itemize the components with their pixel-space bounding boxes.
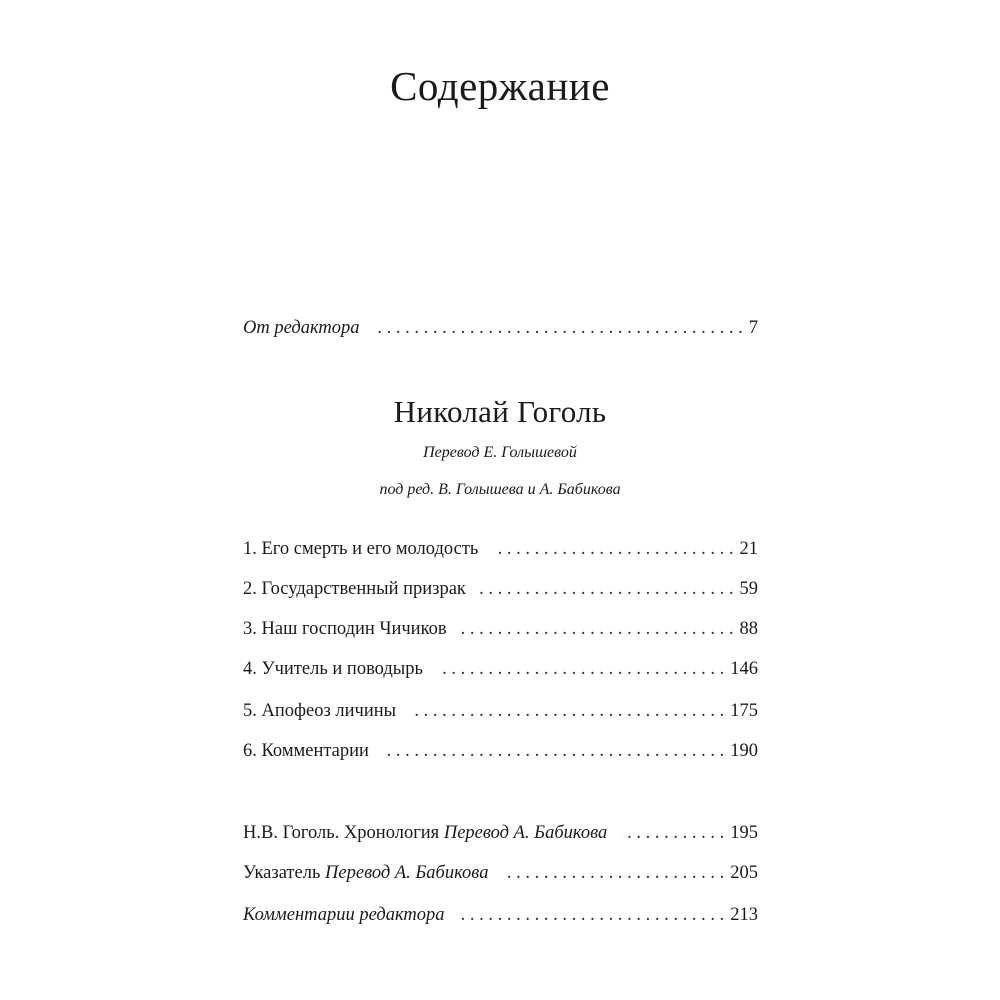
toc-entry-chapter[interactable] <box>243 577 758 601</box>
dot-leader <box>373 316 742 340</box>
toc-entry-label <box>243 821 607 845</box>
toc-entry-label <box>243 861 488 885</box>
toc-entry-label: 1. Его смерть и его молодость <box>243 539 479 559</box>
dot-leader <box>621 821 724 845</box>
toc-entry-label: 6. Комментарии <box>243 741 369 761</box>
toc-entry-appendix[interactable] <box>243 903 758 927</box>
appendix-title: Н.В. Гоголь. Хронология <box>243 823 440 843</box>
dot-leader <box>437 657 724 681</box>
toc-entry-editor-note[interactable] <box>243 316 758 340</box>
section-author: Николай Гоголь <box>393 394 607 429</box>
toc-entry-label: Комментарии редактора <box>243 905 445 925</box>
dot-leader <box>480 577 734 601</box>
translation-credit: Перевод Е. Голышевой <box>423 444 577 461</box>
toc-entry-label: От редактора <box>243 318 360 338</box>
dot-leader <box>383 739 724 763</box>
toc-entry-chapter[interactable] <box>243 657 758 681</box>
editors-credit: под ред. В. Голышева и А. Бабикова <box>379 481 621 498</box>
toc-entry-page: 175 <box>730 701 758 721</box>
appendix-title: Указатель <box>243 863 321 883</box>
toc-entry-label: 5. Апофеоз личины <box>243 701 397 721</box>
appendix-translator: Перевод А. Бабикова <box>443 823 608 843</box>
toc-entry-page: 21 <box>739 539 758 559</box>
toc-entry-page: 59 <box>739 579 758 599</box>
appendix-translator: Перевод А. Бабикова <box>325 863 489 883</box>
toc-entry-appendix[interactable] <box>243 821 758 845</box>
toc-entry-appendix[interactable] <box>243 861 758 885</box>
toc-entry-page: 195 <box>730 823 758 843</box>
toc-entry-page: 190 <box>730 741 758 761</box>
toc-entry-page: 146 <box>730 659 758 679</box>
toc-entry-chapter[interactable] <box>243 739 758 763</box>
toc-entry-chapter[interactable] <box>243 699 758 723</box>
toc-entry-chapter[interactable] <box>243 617 758 641</box>
page-title: Содержание <box>390 63 610 109</box>
toc-entry-label: 2. Государственный призрак <box>243 579 466 599</box>
toc-entry-page: 213 <box>730 905 758 925</box>
toc-entry-chapter[interactable] <box>243 537 758 561</box>
toc-entry-label: 4. Учитель и поводырь <box>243 659 423 679</box>
dot-leader <box>461 617 734 641</box>
toc-entry-label: 3. Наш господин Чичиков <box>243 619 447 639</box>
dot-leader <box>458 903 724 927</box>
toc-entry-page: 205 <box>730 863 758 883</box>
toc-entry-page: 88 <box>739 619 758 639</box>
toc-entry-page: 7 <box>748 318 758 338</box>
dot-leader <box>410 699 724 723</box>
dot-leader <box>492 537 733 561</box>
dot-leader <box>502 861 724 885</box>
